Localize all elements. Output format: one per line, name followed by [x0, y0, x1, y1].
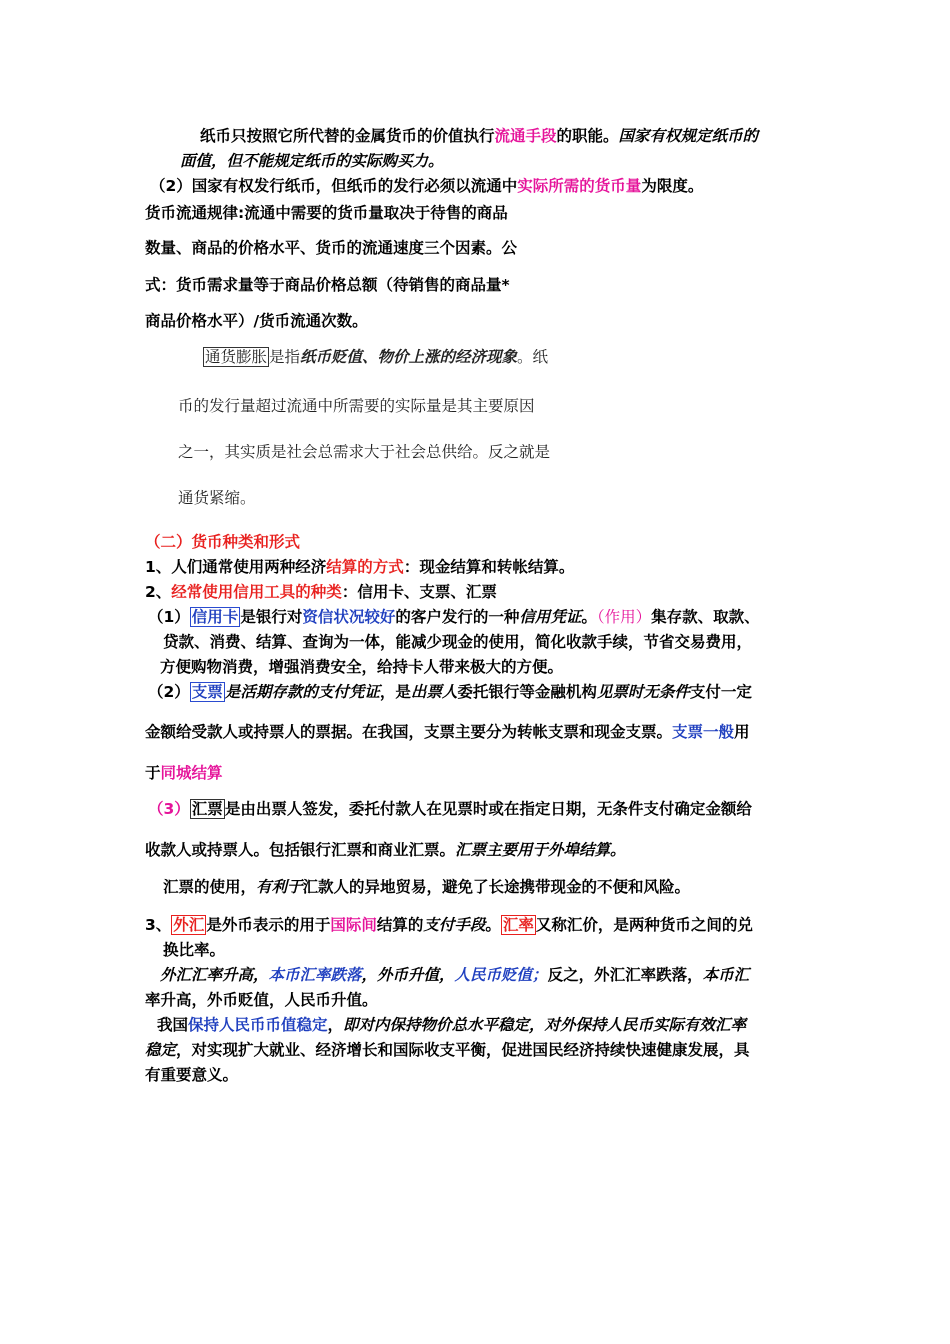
line-rmb-2: 稳定，对实现扩大就业、经济增长和国际收支平衡，促进国民经济持续快速健康发展，具	[145, 1040, 750, 1059]
line-check-2: 金额给受款人或持票人的票据。在我国，支票主要分为转帐支票和现金支票。支票一般用	[145, 723, 750, 741]
line-issue-limit: （2）国家有权发行纸币，但纸币的发行必须以流通中实际所需的货币量为限度。	[150, 177, 704, 195]
line-circulation-law-1: 货币流通规律:流通中需要的货币量取决于待售的商品	[145, 204, 508, 222]
line-check-3: 于同城结算	[145, 764, 223, 782]
line-forex-1: 3、 外汇 是外币表示的用于国际间结算的支付手段。 汇率 又称汇价，是两种货币之间的兑	[145, 915, 753, 934]
line-inflation-4: 通货紧缩。	[178, 489, 256, 507]
line-forex-2: 换比率。	[163, 941, 226, 959]
line-circulation-law-3: 式：货币需求量等于商品价格总额（待销售的商品量*	[145, 276, 510, 294]
term-foreign-exchange: 外汇	[173, 916, 205, 934]
term-credit-card: 信用卡	[191, 608, 239, 626]
line-circulation-law-4: 商品价格水平）/货币流通次数。	[145, 312, 368, 330]
line-inflation-1: 通货膨胀 是指纸币贬值、物价上涨的经济现象。纸	[205, 347, 549, 366]
line-forex-3: 外汇汇率升高，本币汇率跌落，外币升值，人民币贬值；反之，外汇汇率跌落，本币汇	[160, 965, 750, 984]
line-paper-money-face-value: 面值，但不能规定纸币的实际购买力。	[180, 151, 444, 170]
line-paper-money-function: 纸币只按照它所代替的金属货币的价值执行流通手段的职能。国家有权规定纸币的	[200, 126, 759, 145]
term-draft: 汇票	[191, 800, 223, 818]
line-inflation-3: 之一，其实质是社会总需求大于社会总供给。反之就是	[178, 443, 551, 461]
line-credit-card-3: 方便购物消费，增强消费安全，给持卡人带来极大的方便。	[160, 658, 564, 676]
section-heading-money-types: （二）货币种类和形式	[145, 533, 301, 551]
line-credit-card-1: （1） 信用卡 是银行对资信状况较好的客户发行的一种信用凭证。（作用）集存款、取款、	[148, 607, 760, 626]
line-check-1: （2） 支票 是活期存款的支付凭证，是出票人委托银行等金融机构见票时无条件支付一定	[148, 682, 752, 701]
term-check: 支票	[191, 683, 223, 701]
line-rmb-3: 有重要意义。	[145, 1066, 239, 1084]
line-credit-card-2: 贷款、消费、结算、查询为一体，能减少现金的使用，简化收款手续，节省交易费用，	[163, 633, 753, 651]
line-circulation-law-2: 数量、商品的价格水平、货币的流通速度三个因素。公	[145, 239, 518, 257]
term-exchange-rate: 汇率	[502, 916, 534, 934]
line-draft-1: （3） 汇票 是由出票人签发，委托付款人在见票时或在指定日期，无条件支付确定金额给	[148, 800, 752, 818]
line-forex-4: 率升高，外币贬值，人民币升值。	[145, 991, 378, 1009]
line-rmb-1: 我国保持人民币币值稳定，即对内保持物价总水平稳定，对外保持人民币实际有效汇率	[157, 1015, 747, 1034]
line-settlement-methods: 1、人们通常使用两种经济结算的方式：现金结算和转帐结算。	[145, 558, 575, 576]
line-inflation-2: 币的发行量超过流通中所需要的实际量是其主要原因	[178, 397, 535, 415]
line-draft-3: 汇票的使用，有利于汇款人的异地贸易，避免了长途携带现金的不便和风险。	[163, 877, 691, 896]
term-inflation: 通货膨胀	[205, 348, 268, 366]
line-draft-2: 收款人或持票人。包括银行汇票和商业汇票。汇票主要用于外埠结算。	[145, 840, 626, 859]
line-credit-tools: 2、经常使用信用工具的种类：信用卡、支票、汇票	[145, 583, 497, 601]
